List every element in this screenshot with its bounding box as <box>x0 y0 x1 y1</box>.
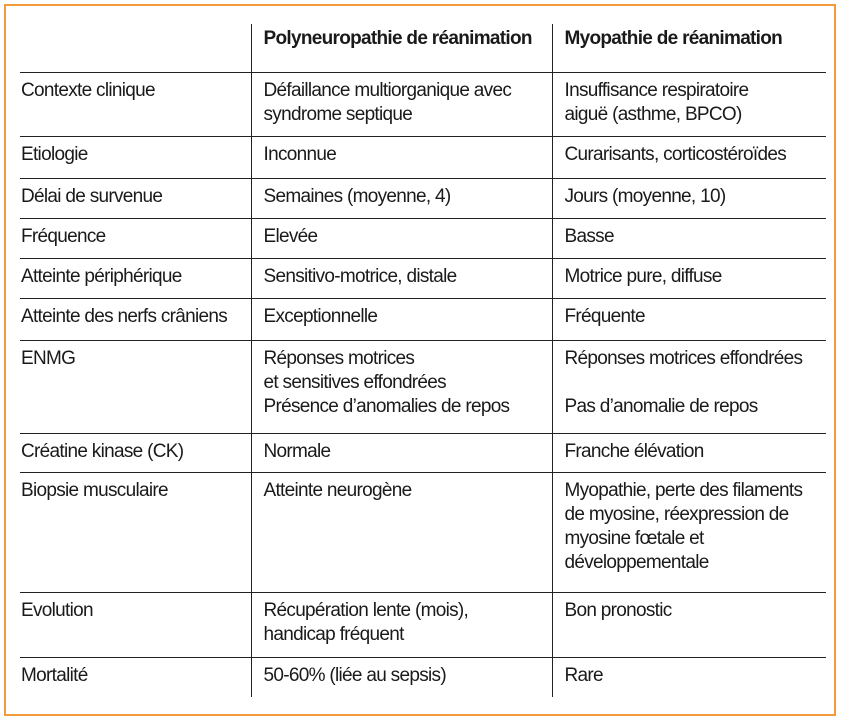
cell-polyneuropathie <box>251 592 552 657</box>
cell-myopathie <box>552 258 826 298</box>
cell-polyneuropathie <box>251 340 552 433</box>
cell-myopathie <box>552 218 826 258</box>
table-row <box>20 298 826 340</box>
table-row <box>20 178 826 218</box>
table-header-row <box>20 24 826 72</box>
cell-polyneuropathie <box>251 657 552 697</box>
row-label: Délai de survenue <box>21 185 163 207</box>
cell-myopathie <box>552 178 826 218</box>
cell-polyneuropathie <box>251 258 552 298</box>
cell-line: et sensitives effondrées <box>263 371 446 393</box>
cell-line: Sensitivo-motrice, distale <box>263 265 457 287</box>
cell-line: aiguë (asthme, BPCO) <box>564 103 742 125</box>
row-label: Créatine kinase (CK) <box>21 440 184 462</box>
table-row <box>20 218 826 258</box>
cell-line: Exceptionnelle <box>263 305 378 327</box>
cell-line: myosine fœtale et <box>564 527 704 549</box>
header-empty <box>20 24 251 72</box>
cell-line: Pas d’anomalie de repos <box>564 395 758 417</box>
cell-line: Bon pronostic <box>564 599 672 621</box>
cell-polyneuropathie <box>251 472 552 592</box>
row-label: Evolution <box>21 599 93 621</box>
cell-line: Elevée <box>263 225 318 247</box>
cell-myopathie <box>552 433 826 472</box>
table-row <box>20 340 826 433</box>
row-label: ENMG <box>21 347 76 369</box>
table-row <box>20 657 826 697</box>
cell-polyneuropathie <box>251 433 552 472</box>
cell-myopathie <box>552 472 826 592</box>
cell-line: Basse <box>564 225 614 247</box>
cell-myopathie <box>552 298 826 340</box>
row-label: Fréquence <box>21 225 106 247</box>
cell-line: Insuffisance respiratoire <box>564 79 749 101</box>
cell-line: handicap fréquent <box>263 623 404 645</box>
cell-line: syndrome septique <box>263 103 413 125</box>
cell-line: de myosine, réexpression de <box>564 503 789 525</box>
cell-line: Récupération lente (mois), <box>263 599 469 621</box>
cell-line: Curarisants, corticostéroïdes <box>564 143 787 165</box>
cell-line: Semaines (moyenne, 4) <box>263 185 451 207</box>
cell-line: Réponses motrices <box>263 347 415 369</box>
cell-myopathie <box>552 657 826 697</box>
comparison-table <box>20 24 826 697</box>
row-label: Mortalité <box>21 664 88 686</box>
cell-myopathie <box>552 340 826 433</box>
cell-polyneuropathie <box>251 178 552 218</box>
cell-line <box>565 371 827 395</box>
cell-polyneuropathie <box>251 298 552 340</box>
cell-line: Franche élévation <box>564 440 704 462</box>
table-row <box>20 433 826 472</box>
cell-polyneuropathie <box>251 136 552 178</box>
cell-polyneuropathie <box>251 218 552 258</box>
cell-myopathie <box>552 592 826 657</box>
table-row <box>20 592 826 657</box>
cell-line: Défaillance multiorganique avec <box>263 79 512 101</box>
cell-line: Atteinte neurogène <box>263 479 412 501</box>
cell-line: Myopathie, perte des filaments <box>564 479 803 501</box>
cell-polyneuropathie <box>251 72 552 136</box>
cell-line: Fréquente <box>564 305 645 327</box>
cell-line: 50-60% (liée au sepsis) <box>263 664 446 686</box>
row-label: Atteinte périphérique <box>21 265 182 287</box>
cell-line: développementale <box>564 551 709 573</box>
table-row <box>20 472 826 592</box>
table-row <box>20 258 826 298</box>
cell-line: Jours (moyenne, 10) <box>564 185 726 207</box>
cell-myopathie <box>552 72 826 136</box>
row-label: Atteinte des nerfs crâniens <box>21 305 228 327</box>
cell-line: Présence d’anomalies de repos <box>263 395 510 417</box>
table-row <box>20 72 826 136</box>
cell-myopathie <box>552 136 826 178</box>
header-polyneuropathie: Polyneuropathie de réanimation <box>251 24 552 72</box>
cell-line: Rare <box>564 664 603 686</box>
table-row <box>20 136 826 178</box>
row-label: Biopsie musculaire <box>21 479 168 501</box>
cell-line: Inconnue <box>263 143 337 165</box>
header-myopathie: Myopathie de réanimation <box>552 24 826 72</box>
cell-line: Normale <box>263 440 331 462</box>
row-label: Etiologie <box>21 143 88 165</box>
cell-line: Motrice pure, diffuse <box>564 265 722 287</box>
cell-line: Réponses motrices effondrées <box>564 347 803 369</box>
row-label: Contexte clinique <box>21 79 155 101</box>
